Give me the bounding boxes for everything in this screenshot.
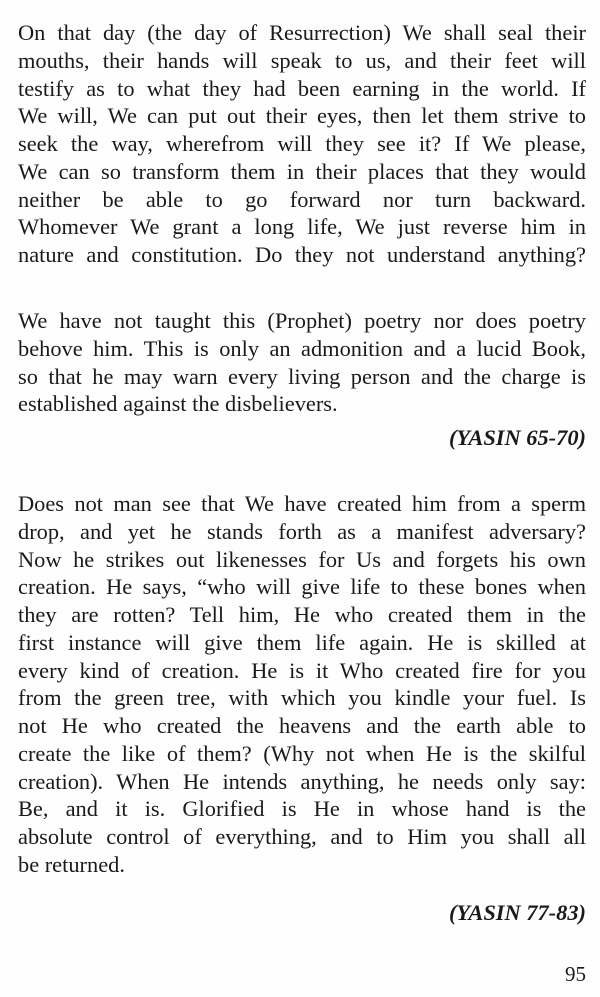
page-number: 95 [565,962,586,986]
text-line: mouths, their hands will speak to us, and their feet will [18,47,586,73]
text-line: Be, and it is. Glorified is He in whose hand is the [18,796,586,822]
paragraph-3 [18,490,586,879]
text-line: We have not taught this (Prophet) poetry nor does poetry [18,308,586,333]
citation-yasin-65-70: (YASIN 65-70) [448,425,586,450]
text-line: testify as to what they had been earning in the world. If [18,75,586,101]
text-line: so that he may warn every living person and the charge is [18,363,586,389]
paragraph-1 [18,19,586,269]
text-line: Now he strikes out likenesses for Us and forgets his own [18,546,586,572]
text-line: neither be able to go forward nor turn backward. [18,186,586,212]
text-line: We will, We can put out their eyes, then let them strive to [18,103,586,129]
text-line: creation. He says, “who will give life to these bones when [18,574,586,600]
text-line: nature and constitution. Do they not understand anything? [18,242,586,267]
text-line: create the like of them? (Why not when He is the skilful [18,740,586,766]
text-line: absolute control of everything, and to Him you shall all [18,824,586,849]
text-line: every kind of creation. He is it Who created fire for you [18,657,586,683]
text-line: be returned. [18,851,125,877]
citation-yasin-77-83: (YASIN 77-83) [448,900,586,925]
text-line: Does not man see that We have created him from a sperm [18,491,586,516]
text-line: they are rotten? Tell him, He who created them in the [18,602,586,627]
text-line: We can so transform them in their places that they would [18,158,586,184]
text-line: established against the disbelievers. [18,391,338,417]
text-line: behove him. This is only an admonition and a lucid Book, [18,335,586,361]
text-line: creation). When He intends anything, he needs only say: [18,768,586,794]
text-line: seek the way, wherefrom will they see it? If We please, [18,131,586,156]
text-line: from the green tree, with which you kindle your fuel. Is [18,685,586,711]
text-line: drop, and yet he stands forth as a manifest adversary? [18,518,586,544]
text-line: not He who created the heavens and the earth able to [18,713,586,738]
paragraph-2 [18,307,586,418]
text-line: Whomever We grant a long life, We just reverse him in [18,214,586,240]
text-line: first instance will give them life again. He is skilled at [18,629,586,655]
text-line: On that day (the day of Resurrection) We shall seal their [18,20,586,45]
